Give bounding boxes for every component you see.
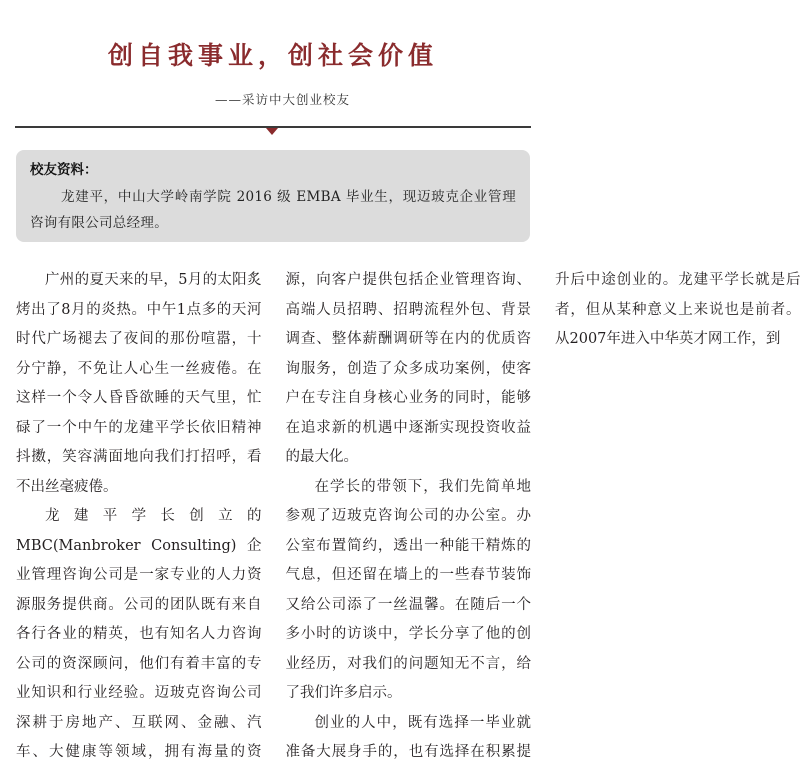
article-body bbox=[16, 266, 801, 784]
triangle-marker-icon bbox=[266, 128, 278, 135]
article-subtitle: ——采访中大创业校友 bbox=[214, 92, 350, 107]
article-paragraph: 广州的夏天来的早，5月的太阳炙烤出了8月的炎热。中午1点多的天河时代广场褪去了夜间的那份喧嚣，十分宁静，不免让人心生一丝疲倦。在这样一个令人昏昏欲睡的天气里，忙碌了一个中午的龙建平学长依旧精神抖擞，笑容满面地向我们打招呼，看不出丝毫疲倦。 bbox=[16, 272, 262, 495]
profile-label: 校友资料： bbox=[30, 162, 98, 178]
profile-text: 龙建平，中山大学岭南学院 2016 级 EMBA 毕业生，现迈玻克企业管理咨询有限公司总经理。 bbox=[30, 189, 516, 231]
alumni-profile-box bbox=[16, 150, 530, 242]
article-paragraph: 创业的人中，既有选择一毕业就准备大展身手的，也有选择在积累提升后中途创业的。龙建平学长就是后者，但从某种意义上来说也是前者。从2007年进入中华英才网工作，到 bbox=[285, 272, 801, 760]
article-paragraph: 在学长的带领下，我们先简单地参观了迈玻克咨询公司的办公室。办公室布置简约，透出一种能干精炼的气息，但还留在墙上的一些春节装饰又给公司添了一丝温馨。在随后一个多小时的访谈中，学长分享了他的创业经历，对我们的问题知无不言，给了我们许多启示。 bbox=[285, 478, 531, 701]
article-title: 创自我事业，创社会价值 bbox=[107, 41, 438, 70]
article-paragraph: 龙建平学长创立的MBC(Manbroker Consulting) 企业管理咨询公司是一家专业的人力资源服务提供商。公司的团队既有来自各行各业的精英，也有知名人力咨询公司的资深顾问，他们有着丰富的专业知识和行业经验。迈玻克咨询公司深耕于房地产、互联网、金融、汽车、大健康等领域，拥有海量的资源，向客户提供包括企业管理咨询、高端人员招聘、招聘流程外包、背景调查、整体薪酬调研等在内的优质咨询服务，创造了众多成功案例，使客户在专注自身核心业务的同时，能够在追求新的机遇中逐渐实现投资收益的最大化。 bbox=[16, 272, 531, 760]
